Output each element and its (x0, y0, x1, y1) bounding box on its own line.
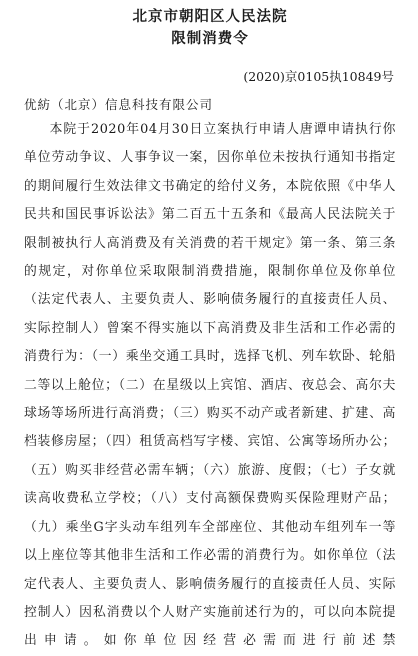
case-number: (2020)京0105执10849号 (243, 69, 394, 84)
document-title: 限制消费令 (171, 31, 249, 47)
order-body-paragraph: 本院于2020年04月30日立案执行申请人唐谭申请执行你单位劳动争议、人事争议一案，因你单位未按执行通知书指定的期间履行生效法律文书确定的给付义务，本院依照《中华人民共和国民事诉讼法》第二百五十五条和《最高人民法院关于限制被执行人高消费及有关消费的若干规定》第一条、第三条的规定，对你单位采取限制消费措施，限制你单位及你单位（法定代表人、主要负责人、影响债务履行的直接责任人员、实际控制人）曾案不得实施以下高消费及非生活和工作必需的消费行为：（一）乘坐交通工具时，选择飞机、列车软卧、轮船二等以上舱位；（二）在星级以上宾馆、酒店、夜总会、高尔夫球场等场所进行高消费；（三）购买不动产或者新建、扩建、高档装修房屋；（四）租赁高档写字楼、宾馆、公寓等场所办公；（五）购买非经营必需车辆；（六）旅游、度假；（七）子女就读高收费私立学校；（八）支付高额保费购买保险理财产品；（九）乘坐G字头动车组列车全部座位、其他动车组列车一等以上座位等其他非生活和工作必需的消费行为。如你单位（法定代表人、主要负责人、影响债务履行的直接责任人员、实际控制人）因私消费以个人财产实施前述行为的，可以向本院提出申请。如你单位因经营必需而进行前述禁 (24, 122, 396, 649)
court-name: 北京市朝阳区人民法院 (132, 9, 288, 25)
respondent-name: 优紡（北京）信息科技有限公司 (24, 97, 214, 112)
